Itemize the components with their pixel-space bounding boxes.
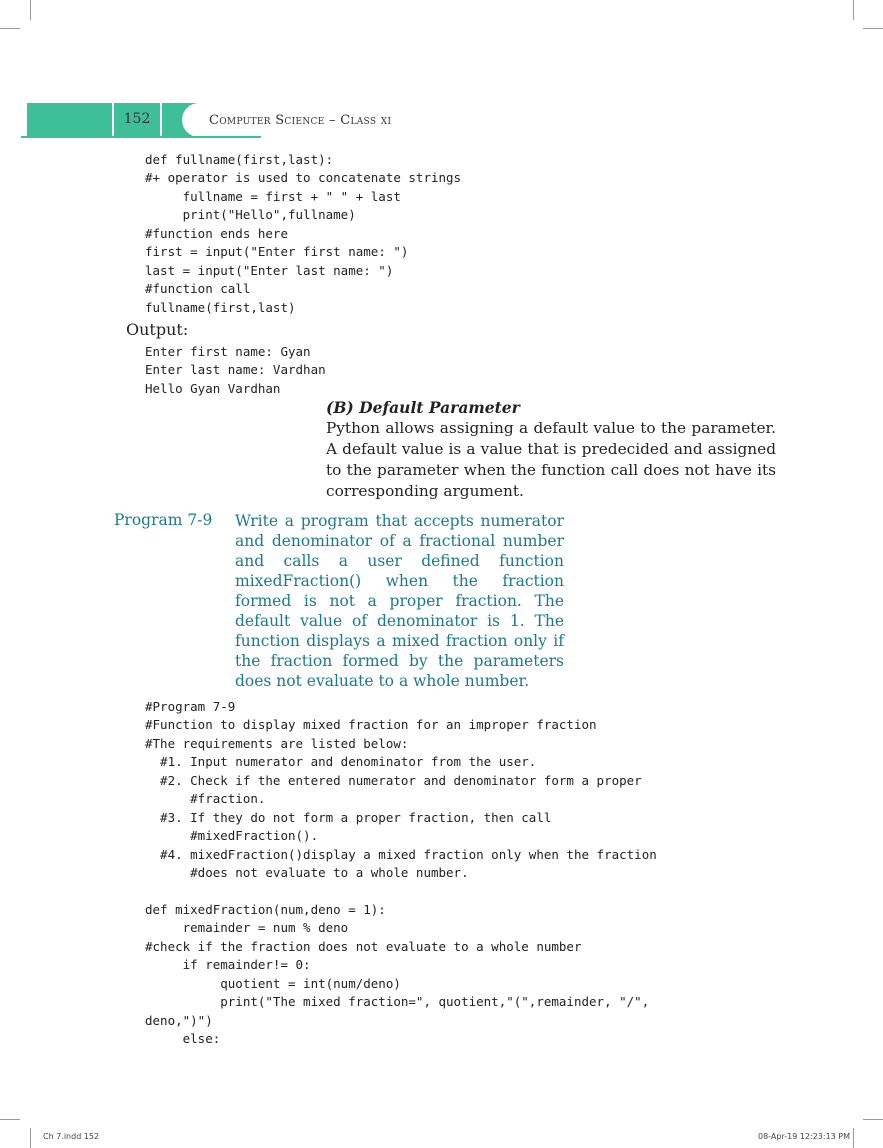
page-number: 152: [123, 111, 151, 127]
output-label: Output:: [126, 320, 189, 339]
running-title: Computer Science – Class xi: [209, 113, 392, 128]
program-label: Program 7-9: [114, 511, 213, 529]
header-separator: [160, 103, 162, 137]
code-block-fullname: def fullname(first,last): #+ operator is used to concatenate strings fullname = first + " " + last print("Hello",fullname) #function ends here first = input("Enter first name: ") last = input("Enter last name: ") #function call fullname(first,last): [145, 152, 462, 315]
crop-mark: [853, 0, 854, 20]
crop-mark: [0, 28, 20, 29]
crop-mark: [30, 0, 31, 20]
footer-file-info: Ch 7.indd 152: [43, 1132, 100, 1141]
footer-timestamp: 08-Apr-19 12:23:13 PM: [758, 1132, 851, 1141]
section-heading: (B) Default Parameter: [326, 398, 520, 417]
crop-mark: [863, 28, 883, 29]
code-block-mixed-fraction: #Program 7-9 #Function to display mixed fraction for an improper fraction #The requirements are listed below: #1. Input numerator and denominator from the user. #2. Check if the entered numerator and denominator form a proper #fraction. #3. If they do not form a proper fraction, then call #mixedFraction(). #4. mixedFraction()display a mixed fraction only when the fraction #does not evaluate to a whole number. def mixedFraction(num,deno = 1): remainder = num % deno #check if the fraction does not evaluate to a whole number if remainder!= 0: quotient = int(num/deno) print("The mixed fraction=", quotient,"(",remainder, "/", deno,")") else:: [145, 699, 657, 1047]
program-description: Write a program that accepts numerator and denominator of a fractional number and calls a user defined function mixedFraction() when the fraction formed is not a proper fraction. The default value of denominator is 1. The function displays a mixed fraction only if the fraction formed by the parameters does not evaluate to a whole number.: [235, 512, 564, 690]
crop-mark: [0, 1119, 20, 1120]
crop-mark: [853, 1128, 854, 1148]
crop-mark: [863, 1119, 883, 1120]
output-block: Enter first name: Gyan Enter last name: Vardhan Hello Gyan Vardhan: [145, 344, 326, 396]
crop-mark: [30, 1128, 31, 1148]
header-underline: [21, 136, 261, 138]
section-paragraph: Python allows assigning a default value to the parameter. A default value is a value that is predecided and assigned to the parameter when the function call does not have its corresponding argument.: [326, 419, 776, 500]
header-separator: [112, 103, 114, 137]
